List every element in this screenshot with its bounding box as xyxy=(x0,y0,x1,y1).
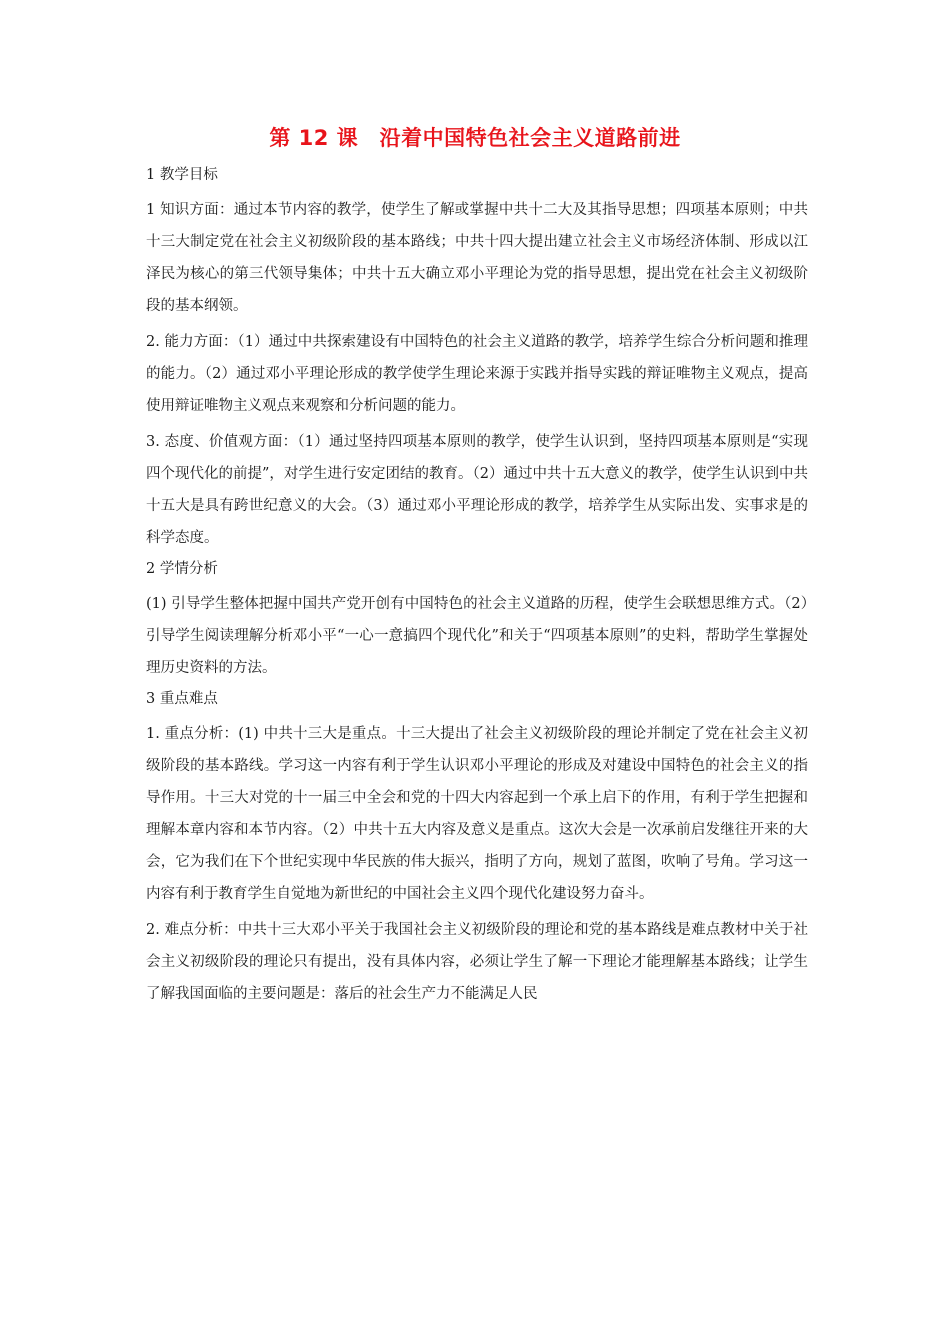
paragraph-attitude: 3. 态度、价值观方面：（1）通过坚持四项基本原则的教学，使学生认识到，坚持四项基本原则是“实现四个现代化的前提”，对学生进行安定团结的教育。（2）通过中共十五大意义的教学，使学生认识到中共十五大是具有跨世纪意义的大会。（3）通过邓小平理论形成的教学，培养学生从实际出发、实事求是的科学态度。 xyxy=(146,434,808,546)
lesson-title: 第 12 课 沿着中国特色社会主义道路前进 xyxy=(269,126,681,150)
paragraph-student-analysis: (1) 引导学生整体把握中国共产党开创有中国特色的社会主义道路的历程，使学生会联想思维方式。（2）引导学生阅读理解分析邓小平“一心一意搞四个现代化”和关于“四项基本原则”的史料，帮助学生掌握处理历史资料的方法。 xyxy=(146,596,808,676)
document-body xyxy=(146,160,808,1014)
paragraph-difficulty-analysis: 2. 难点分析：中共十三大邓小平关于我国社会主义初级阶段的理论和党的基本路线是难点教材中关于社会主义初级阶段的理论只有提出，没有具体内容，必须让学生了解一下理论才能理解基本路线；让学生了解我国面临的主要问题是：落后的社会生产力不能满足人民 xyxy=(146,922,808,1002)
paragraph-ability: 2. 能力方面：（1）通过中共探索建设有中国特色的社会主义道路的教学，培养学生综合分析问题和推理的能力。（2）通过邓小平理论形成的教学使学生理论来源于实践并指导实践的辩证唯物主义观点，提高使用辩证唯物主义观点来观察和分析问题的能力。 xyxy=(146,334,808,414)
section-student-analysis xyxy=(146,558,808,684)
section-key-points xyxy=(146,688,808,1010)
section-heading: 3 重点难点 xyxy=(146,691,218,707)
section-heading: 2 学情分析 xyxy=(146,561,218,577)
section-teaching-goals xyxy=(146,164,808,554)
paragraph-knowledge: 1 知识方面：通过本节内容的教学，使学生了解或掌握中共十二大及其指导思想；四项基本原则；中共十三大制定党在社会主义初级阶段的基本路线；中共十四大提出建立社会主义市场经济体制、形成以江泽民为核心的第三代领导集体；中共十五大确立邓小平理论为党的指导思想，提出党在社会主义初级阶段的基本纲领。 xyxy=(146,202,808,314)
paragraph-key-analysis: 1. 重点分析：(1) 中共十三大是重点。十三大提出了社会主义初级阶段的理论并制定了党在社会主义初级阶段的基本路线。学习这一内容有利于学生认识邓小平理论的形成及对建设中国特色的社会主义的指导作用。十三大对党的十一届三中全会和党的十四大内容起到一个承上启下的作用，有利于学生把握和理解本章内容和本节内容。（2）中共十五大内容及意义是重点。这次大会是一次承前启发继往开来的大会，它为我们在下个世纪实现中华民族的伟大振兴，指明了方向，规划了蓝图，吹响了号角。学习这一内容有利于教育学生自觉地为新世纪的中国社会主义四个现代化建设努力奋斗。 xyxy=(146,726,808,902)
section-heading: 1 教学目标 xyxy=(146,167,218,183)
